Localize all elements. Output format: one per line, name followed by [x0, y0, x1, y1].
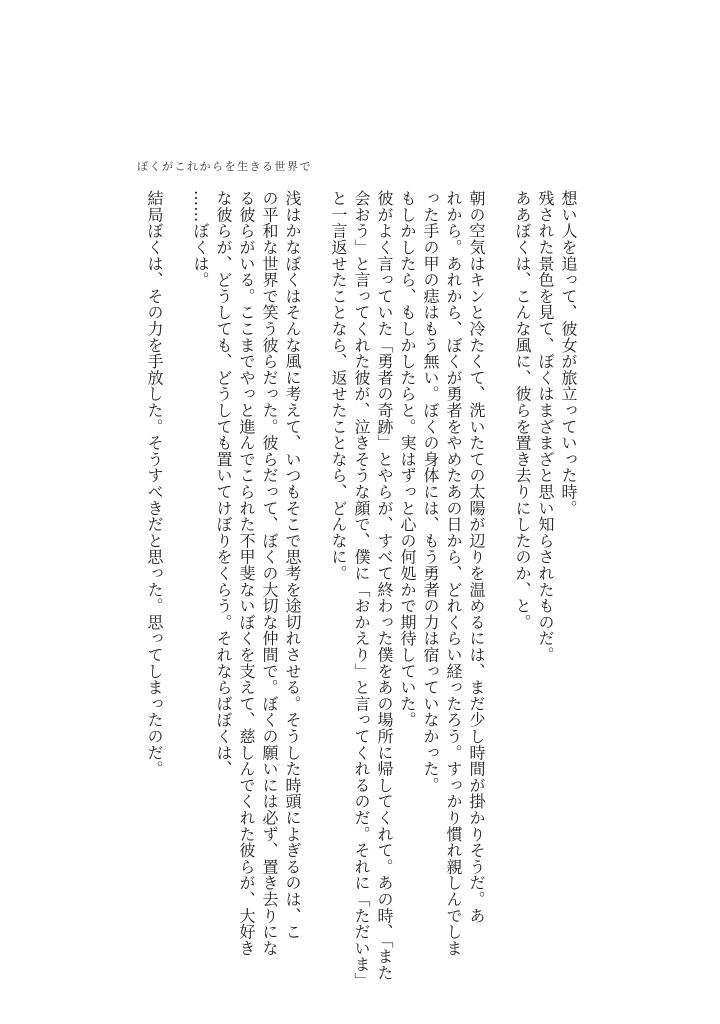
text-line: 会おう」と言ってくれた彼が、泣きそうな顔で、僕に「おかえり」と言ってくれるのだ。それに「ただいま」: [352, 190, 371, 989]
text-line: 想い人を追って、彼女が旅立っていった時。: [559, 190, 578, 516]
text-line: と一言返せたことなら、返せたことなら、どんなに。: [329, 190, 348, 582]
vertical-body-text: [143, 190, 580, 989]
text-line: った手の甲の痣はもう無い。ぼくの身体には、もう勇者の力は宿っていなかった。: [421, 190, 440, 794]
text-line: る彼らがいる。ここまでやっと進んでこられた不甲斐ないぼくを支えて、慈しんでくれた彼らが、大好き: [237, 190, 256, 957]
text-line: 浅はかなぼくはそんな風に考えて、いつもそこで思考を途切れさせる。そうした時頭によぎるのは、こ: [283, 190, 302, 940]
text-line: ……ぼくは。: [191, 190, 210, 288]
text-line: 残された景色を見て、ぼくはまざまざと思い知らされたものだ。: [536, 190, 555, 663]
text-line: 結局ぼくは、その力を手放した。そうすべきだと思った。思ってしまったのだ。: [145, 190, 164, 777]
running-header: ぼくがこれからを生きる世界で: [137, 160, 312, 173]
paragraph-gap: [166, 190, 189, 200]
text-line: ああぼくは、こんな風に、彼らを置き去りにしたのか、と。: [513, 190, 532, 631]
paragraph-gap: [304, 190, 327, 200]
paragraph-gap: [488, 190, 511, 200]
text-line: の平和な世界で笑う彼らだった。彼らだって、ぼくの大切な仲間で。ぼくの願いには必ず、置き去りにな: [260, 190, 279, 957]
text-line: もしかしたら、もしかしたらと。実はずっと心の何処かで期待していた。: [398, 190, 417, 728]
text-line: 彼がよく言っていた「勇者の奇跡」とやらが、すべて終わった僕をあの場所に帰してくれて。あの時、「また: [375, 190, 394, 981]
text-line: な彼らが、どうしても、どうしても置いてけぼりをくらう。それならばぼくは、: [214, 190, 233, 777]
text-line: 朝の空気はキンと冷たくて、洗いたての太陽が辺りを温めるには、まだ少し時間が掛かりそうだ。あ: [467, 190, 486, 924]
text-line: れから。あれから、ぼくが勇者をやめたあの日から、どれくらい経ったろう。すっかり慣れ親しんでしま: [444, 190, 463, 957]
